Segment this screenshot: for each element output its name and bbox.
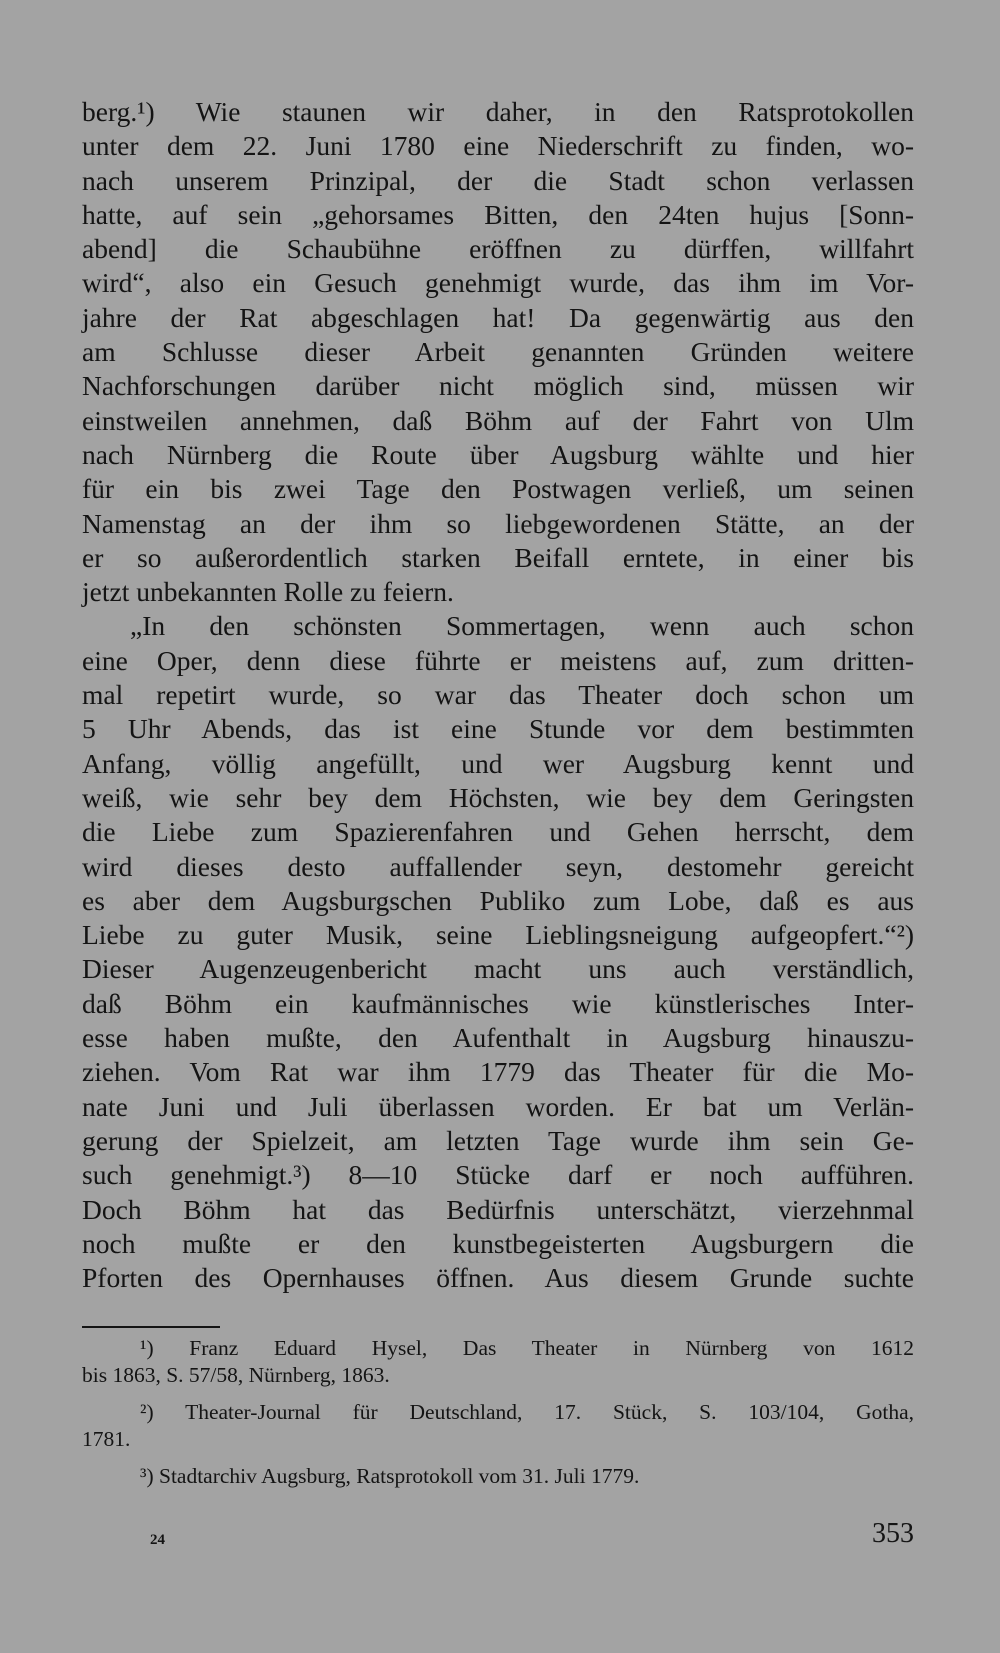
page-footer xyxy=(150,1518,914,1554)
body-line: unter dem 22. Juni 1780 eine Niederschrift zu finden, wo- xyxy=(82,130,914,162)
footnote-1-continued: bis 1863, S. 57/58, Nürnberg, 1863. xyxy=(82,1363,390,1387)
body-line: ziehen. Vom Rat war ihm 1779 das Theater für die Mo- xyxy=(82,1056,914,1088)
body-line: weiß, wie sehr bey dem Höchsten, wie bey dem Geringsten xyxy=(82,781,914,813)
body-line: esse haben mußte, den Aufenthalt in Augsburg hinauszu- xyxy=(82,1022,914,1054)
body-line: jahre der Rat abgeschlagen hat! Da gegenwärtig aus den xyxy=(82,301,914,333)
body-line: eine Oper, denn diese führte er meistens auf, zum dritten- xyxy=(82,644,914,676)
footnote-divider xyxy=(82,1326,220,1328)
footnote-1: ¹) Franz Eduard Hysel, Das Theater in Nürnberg von 1612 xyxy=(140,1336,914,1360)
body-line: am Schlusse dieser Arbeit genannten Gründen weitere xyxy=(82,336,914,368)
body-line: Pforten des Opernhauses öffnen. Aus diesem Grunde suchte xyxy=(82,1262,914,1294)
signature-mark: 24 xyxy=(150,1532,165,1548)
paragraph-end-line: jetzt unbekannten Rolle zu feiern. xyxy=(82,576,454,608)
body-line: abend] die Schaubühne eröffnen zu dürffen, willfahrt xyxy=(82,233,914,265)
body-line: er so außerordentlich starken Beifall erntete, in einer bis xyxy=(82,541,914,573)
body-line: nach unserem Prinzipal, der die Stadt schon verlassen xyxy=(82,164,914,196)
body-line: noch mußte er den kunstbegeisterten Augsburgern die xyxy=(82,1227,914,1259)
body-line: nach Nürnberg die Route über Augsburg wählte und hier xyxy=(82,438,914,470)
body-line: wird“, also ein Gesuch genehmigt wurde, das ihm im Vor- xyxy=(82,267,914,299)
body-line: Nachforschungen darüber nicht möglich sind, müssen wir xyxy=(82,370,914,402)
body-line: berg.¹) Wie staunen wir daher, in den Ratsprotokollen xyxy=(82,96,914,127)
page-number: 353 xyxy=(872,1518,914,1549)
body-line: wird dieses desto auffallender seyn, destomehr gereicht xyxy=(82,850,914,882)
body-line: einstweilen annehmen, daß Böhm auf der Fahrt von Ulm xyxy=(82,404,914,436)
footnotes xyxy=(82,1335,914,1490)
body-line: die Liebe zum Spazierenfahren und Gehen herrscht, dem xyxy=(82,816,914,848)
body-line: Doch Böhm hat das Bedürfnis unterschätzt, vierzehnmal xyxy=(82,1193,914,1225)
quote-start-line: „In den schönsten Sommertagen, wenn auch schon xyxy=(130,610,914,642)
body-line: daß Böhm ein kaufmännisches wie künstlerisches Inter- xyxy=(82,987,914,1019)
body-line: Namenstag an der ihm so liebgewordenen Stätte, an der xyxy=(82,507,914,539)
body-text xyxy=(82,95,914,1295)
footnote-3: ³) Stadtarchiv Augsburg, Ratsprotokoll vom 31. Juli 1779. xyxy=(140,1464,640,1488)
body-line: gerung der Spielzeit, am letzten Tage wurde ihm sein Ge- xyxy=(82,1124,914,1156)
body-line: hatte, auf sein „gehorsames Bitten, den 24ten hujus [Sonn- xyxy=(82,198,914,230)
body-line: Anfang, völlig angefüllt, und wer Augsburg kennt und xyxy=(82,747,914,779)
body-line: mal repetirt wurde, so war das Theater doch schon um xyxy=(82,679,914,711)
body-line: Liebe zu guter Musik, seine Lieblingsneigung aufgeopfert.“²) xyxy=(82,919,914,951)
body-line: Dieser Augenzeugenbericht macht uns auch verständlich, xyxy=(82,953,914,985)
body-line: nate Juni und Juli überlassen worden. Er bat um Verlän- xyxy=(82,1090,914,1122)
footnote-2-continued: 1781. xyxy=(82,1427,131,1451)
body-line: 5 Uhr Abends, das ist eine Stunde vor dem bestimmten xyxy=(82,713,914,745)
body-line: es aber dem Augsburgschen Publiko zum Lobe, daß es aus xyxy=(82,884,914,916)
body-line: für ein bis zwei Tage den Postwagen verließ, um seinen xyxy=(82,473,914,505)
footnote-2: ²) Theater-Journal für Deutschland, 17. Stück, S. 103/104, Gotha, xyxy=(140,1400,914,1424)
body-line: such genehmigt.³) 8—10 Stücke darf er noch aufführen. xyxy=(82,1159,914,1191)
